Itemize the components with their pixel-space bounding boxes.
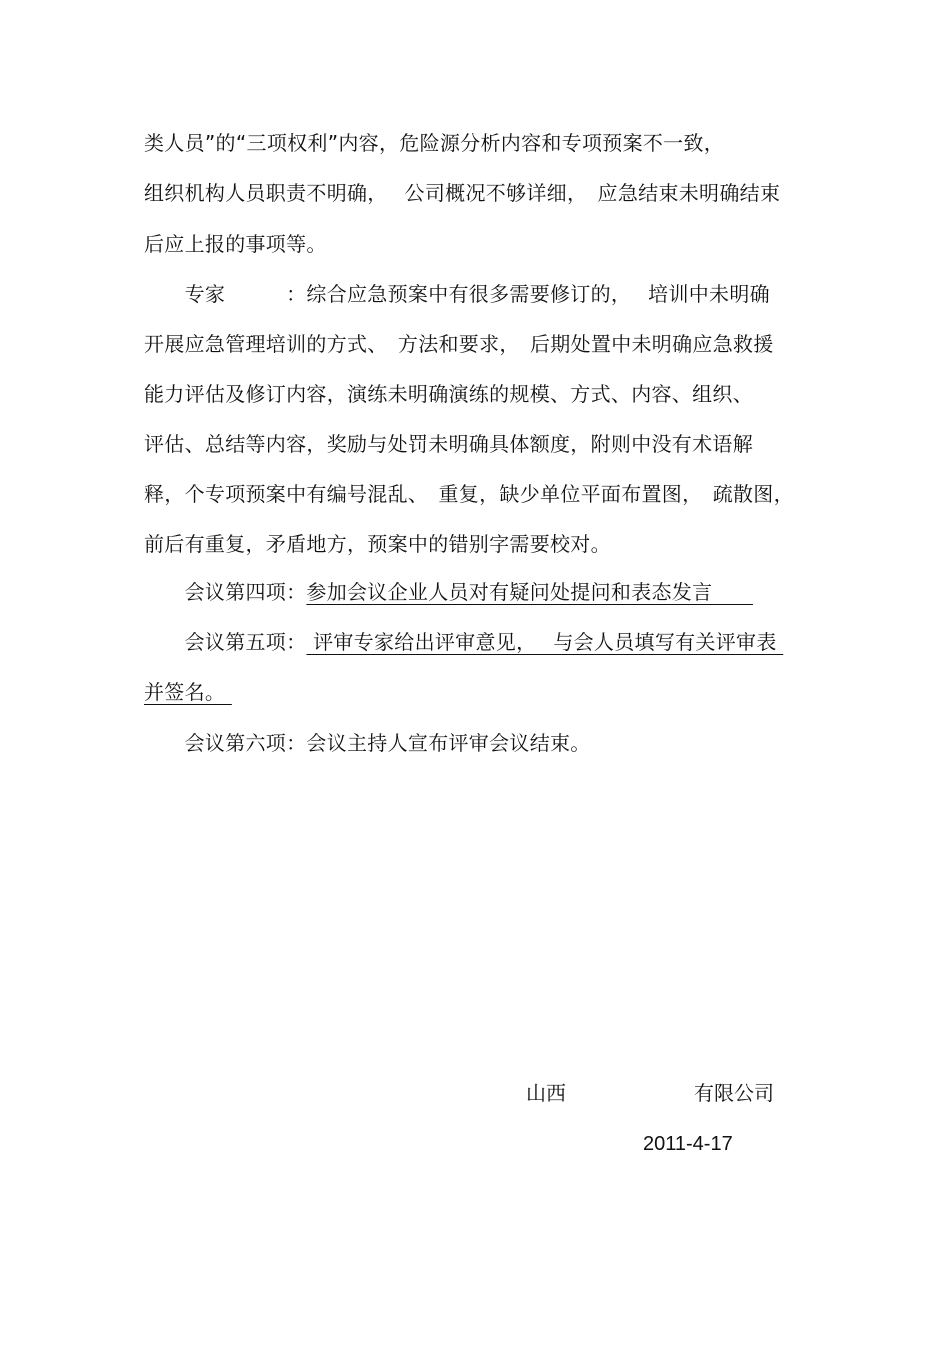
body-line-6: 能力评估及修订内容，演练未明确演练的规模、方式、内容、组织、 xyxy=(144,382,753,406)
body-line-9: 前后有重复，矛盾地方，预案中的错别字需要校对。 xyxy=(144,532,611,556)
item-4-text: 参加会议企业人员对有疑问处提问和表态发言 xyxy=(306,580,754,604)
meeting-item-5-continued xyxy=(144,680,232,704)
meeting-item-5 xyxy=(144,630,783,654)
body-line-4: 专家 ：综合应急预案中有很多需要修订的， 培训中未明确 xyxy=(144,282,770,306)
signature-company-left: 山西 xyxy=(526,1081,566,1105)
item-5-label: 会议第五项： xyxy=(144,630,307,654)
signature-date: 2011-4-17 xyxy=(643,1133,733,1155)
body-line-5: 开展应急管理培训的方式、 方法和要求， 后期处置中未明确应急救援 xyxy=(144,332,774,356)
meeting-item-4 xyxy=(144,580,753,604)
body-line-1: 类人员”的“三项权利”内容，危险源分析内容和专项预案不一致， xyxy=(144,131,725,155)
body-line-8: 释，个专项预案中有编号混乱、 重复，缺少单位平面布置图， 疏散图， xyxy=(144,482,794,506)
item-5-text: 评审专家给出评审意见， 与会人员填写有关评审表 xyxy=(306,630,784,654)
body-line-7: 评估、总结等内容，奖励与处罚未明确具体额度，附则中没有术语解 xyxy=(144,432,753,456)
item-4-label: 会议第四项： xyxy=(144,580,307,604)
item-5-text-continued: 并签名。 xyxy=(144,680,232,704)
signature-company-right: 有限公司 xyxy=(694,1081,774,1105)
meeting-item-6: 会议第六项：会议主持人宣布评审会议结束。 xyxy=(144,731,591,755)
body-line-3: 后应上报的事项等。 xyxy=(144,232,327,256)
body-line-2: 组织机构人员职责不明确， 公司概况不够详细， 应急结束未明确结束 xyxy=(144,181,781,205)
